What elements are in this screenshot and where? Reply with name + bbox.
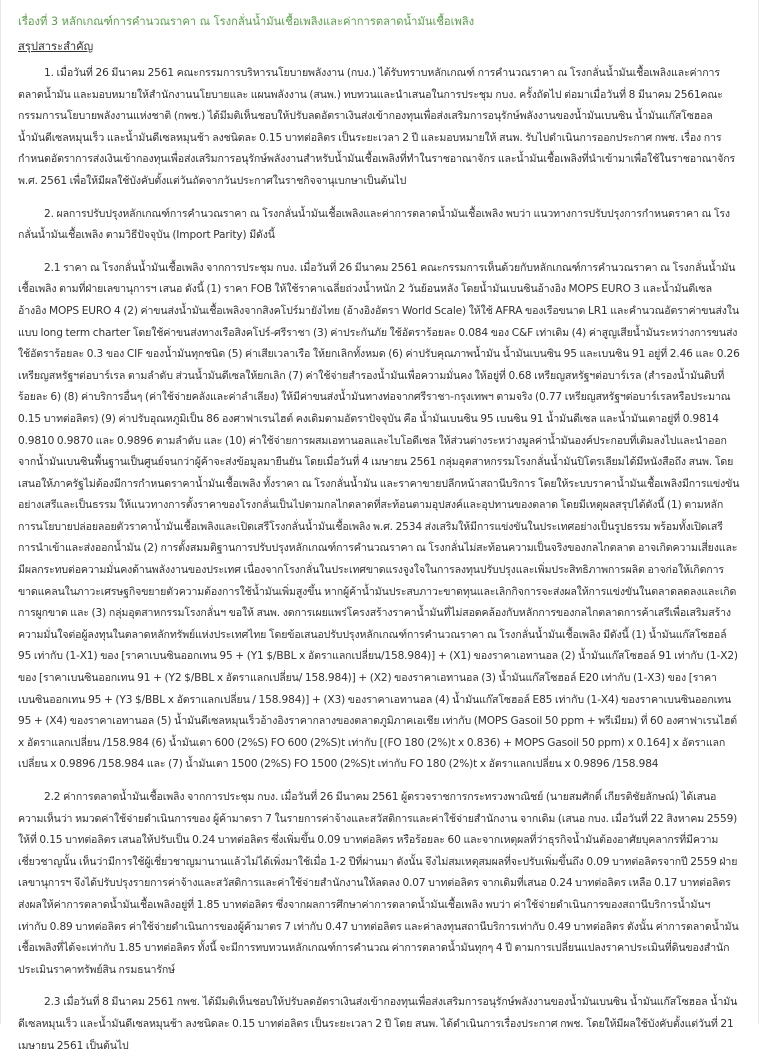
paragraph-2-1-refinery-price: 2.1 ราคา ณ โรงกลั่นน้ำมันเชื้อเพลิง จากการประชุม กบง. เมื่อวันที่ 26 มีนาคม 2561 คณะกรรมการเห็นด้วยกับหลักเกณฑ์การคำนวณราคา ณ โรงกลั่นน้ำมันเชื้อเพลิง ตามที่ฝ่ายเลขานุการฯ เสนอ ดังนี้ (1) ราคา FOB ให้ใช้ราคาเฉลี่ยถ่วงน้ำหนัก 2 วันย้อนหลัง โดยน้ำมันเบนซินอ้างอิง MOPS EURO 3 และน้ำมันดีเซลอ้างอิง MOPS EURO 4 (2) ค่าขนส่งน้ำมันเชื้อเพลิงจากสิงคโปร์มายังไทย (อ้างอิงอัตรา World Scale) ให้ใช้ AFRA ของเรือขนาด LR1 และคำนวณอัตราค่าขนส่งในแบบ long term charter โดยใช้ค่าขนส่งทางเรือสิงคโปร์-ศรีราชา (3) ค่าประกันภัย ใช้อัตราร้อยละ 0.084 ของ C&F เท่าเดิม (4) ค่าสูญเสียน้ำมันระหว่างการขนส่ง ใช้อัตราร้อยละ 0.3 ของ CIF ของน้ำมันทุกชนิด (5) ค่าเสียเวลาเรือ ให้ยกเลิกทั้งหมด (6) ค่าปรับคุณภาพน้ำมัน น้ำมันเบนซิน 95 และเบนซิน 91 อยู่ที่ 2.46 และ 0.26 เหรียญสหรัฐฯต่อบาร์เรล ตามลำดับ ส่วนน้ำมันดีเซลให้ยกเลิก (7) ค่าใช้จ่ายสำรองน้ำมันเพื่อความมั่นคง ให้อยู่ที่ 0.68 เหรียญสหรัฐฯต่อบาร์เรล (สำรองน้ำมันดิบที่ร้อยละ 6) (8) ค่าบริการอื่นๆ (ค่าใช้จ่ายคลังและค่าลำเลียง) ให้มีค่าขนส่งน้ำมันทางท่อจากศรีราชา-กรุงเทพฯ ตามจริง (0.77 เหรียญสหรัฐฯต่อบาร์เรลหรือประมาณ 0.15 บาทต่อลิตร) (9) ค่าปรับอุณหภูมิเป็น 86 องศาฟาเรนไฮต์ คงเดิมตามอัตราปัจจุบัน คือ น้ำมันเบนซิน 95 เบนซิน 91 น้ำมันดีเซล และน้ำมันเตาอยู่ที่ 0.9814 0.9810 0.9870 และ 0.9896 ตามลำดับ และ (10) ค่าใช้จ่ายการผสมเอทานอลและไบโอดีเซล ให้ส่วนต่างระหว่างมูลค่าน้ำมันองค์ประกอบที่เติมลงไปและนำออกจากน้ำมันเบนซินพื้นฐานเป็นศูนย์จนกว่าผู้ค้าจะส่งข้อมูลมายืนยัน โดยเมื่อวันที่ 4 เมษายน 2561 กลุ่มอุตสาหกรรมโรงกลั่นน้ำมันปิโตรเลียมได้มีหนังสือถึง สนพ. โดยเสนอให้ภาครัฐไม่ต้องมีการกำหนดราคาน้ำมันเชื้อเพลิง ทั้งราคา ณ โรงกลั่นน้ำมัน และราคาขายปลีกหน้าสถานีบริการ โดยให้ระบบราคาน้ำมันเชื้อเพลิงมีการแข่งขันอย่างเสรีและเป็นธรรม ให้แนวทางการตั้งราคาของโรงกลั่นเป็นไปตามกลไกตลาดที่สะท้อนตามอุปสงค์และอุปทานของตลาด โดยมีเหตุผลสรุปได้ดังนี้ (1) ตามหลักการนโยบายปล่อยลอยตัวราคาน้ำมันเชื้อเพลิงและเปิดเสรีโรงกลั่นน้ำมันเชื้อเพลิง พ.ศ. 2534 ส่งเสริมให้มีการแข่งขันในประเทศอย่างเป็นรูปธรรม พร้อมทั้งเปิดเสรีการนำเข้าและส่งออกน้ำมัน (2) การตั้งสมมติฐานการปรับปรุงหลักเกณฑ์การคำนวณราคา ณ โรงกลั่นไม่สะท้อนความเป็นจริงของกลไกตลาด อาจเกิดความเสี่ยงและมีผลกระทบต่อความมั่นคงด้านพลังงานของประเทศ เนื่องจากโรงกลั่นในประเทศขาดแรงจูงใจในการลงทุนปรับปรุงและเพิ่มประสิทธิภาพการผลิต อาจก่อให้เกิดการขาดแคลนในภาวะเศรษฐกิจขยายตัวความต้องการใช้น้ำมันเพิ่มสูงขึ้น หากผู้ค้าน้ำมันประสบภาวะขาดทุนและเลิกกิจการจะส่งผลให้การแข่งขันในตลาดลดลงและเกิดการผูกขาด และ (3) กลุ่มอุตสาหกรรมโรงกลั่นฯ ขอให้ สนพ. งดการเผยแพร่โครงสร้างราคาน้ำมันที่ไม่สอดคล้องกับหลักการของกลไกตลาดการค้าเสรีเพื่อเสริมสร้างความมั่นใจต่อผู้ลงทุนในตลาดหลักทรัพย์แห่งประเทศไทย โดยข้อเสนอปรับปรุงหลักเกณฑ์การคำนวณราคา ณ โรงกลั่นน้ำมันเชื้อเพลิง มีดังนี้ (1) น้ำมันแก๊สโซฮอล์ 95 เท่ากับ (1-X1) ของ [ราคาเบนซินออกเทน 95 + (Y1 $/BBL x อัตราแลกเปลี่ยน/158.984)] + (X1) ของราคาเอทานอล (2) น้ำมันแก๊สโซฮอล์ 91 เท่ากับ (1-X2) ของ [ราคาเบนซินออกเทน 91 + (Y2 $/BBL x อัตราแลกเปลี่ยน/ 158.984)] + (X2) ของราคาเอทานอล (3) น้ำมันแก๊สโซฮอล์ E20 เท่ากับ (1-X3) ของ [ราคาเบนซินออกเทน 95 + (Y3 $/BBL x อัตราแลกเปลี่ยน / 158.984)] + (X3) ของราคาเอทานอล (4) น้ำมันแก๊สโซฮอล์ E85 เท่ากับ (1-X4) ของราคาเบนซินออกเทน 95 + (X4) ของราคาเอทานอล (5) น้ำมันดีเซลหมุนเร็วอ้างอิงราคากลางของตลาดภูมิภาคเอเชีย เท่ากับ (MOPS Gasoil 50 ppm + พรีเมียม) ที่ 60 องศาฟาเรนไฮต์ x อัตราแลกเปลี่ยน /158.984 (6) น้ำมันเตา 600 (2%S) FO 600 (2%S)t เท่ากับ [(FO 180 (2%)t x 0.836) + MOPS Gasoil 50 ppm) x 0.164] x อัตราแลกเปลี่ยน x 0.9896 /158.984 และ (7) น้ำมันเตา 1500 (2%S) FO 1500 (2%S)t เท่ากับ FO 180 (2%)t x อัตราแลกเปลี่ยน x 0.9896 /158.984 bbox=[18, 261, 740, 771]
paragraph-1: 1. เมื่อวันที่ 26 มีนาคม 2561 คณะกรรมการบริหารนโยบายพลังงาน (กบง.) ได้รับทราบหลักเกณฑ์ การคำนวณราคา ณ โรงกลั่นน้ำมันเชื้อเพลิงและค่าการตลาดน้ำมัน และมอบหมายให้สำนักงานนโยบายและ แผนพลังงาน (สนพ.) ทบทวนและนำเสนอในการประชุม กบง. ครั้งถัดไป ต่อมาเมื่อวันที่ 8 มีนาคม 2561คณะกรรมการนโยบายพลังงานแห่งชาติ (กพช.) ได้มีมติเห็นชอบให้ปรับลดอัตราเงินส่งเข้ากองทุนเพื่อส่งเสริมการอนุรักษ์พลังงานของน้ำมันเบนซิน น้ำมันแก๊สโซฮอล น้ำมันดีเซลหมุนเร็ว และน้ำมันดีเซลหมุนช้า ลงชนิดละ 0.15 บาทต่อลิตร เป็นระยะเวลา 2 ปี และมอบหมายให้ สนพ. รับไปดำเนินการออกประกาศ กพช. เรื่อง การกำหนดอัตราการส่งเงินเข้ากองทุนเพื่อส่งเสริมการอนุรักษ์พลังงานสำหรับน้ำมันเชื้อเพลิงที่ทำในราชอาณาจักร และน้ำมันเชื้อเพลิงที่นำเข้ามาเพื่อใช้ในราชอาณาจักร พ.ศ. 2561 เพื่อให้มีผลใช้บังคับตั้งแต่วันถัดจากวันประกาศในราชกิจจานุเบกษาเป็นต้นไป bbox=[18, 67, 736, 187]
document-title: เรื่องที่ 3 หลักเกณฑ์การคำนวณราคา ณ โรงกลั่นน้ำมันเชื้อเพลิงและค่าการตลาดน้ำมันเชื้อเพลิง bbox=[18, 15, 475, 28]
paragraph-2: 2. ผลการปรับปรุงหลักเกณฑ์การคำนวณราคา ณ โรงกลั่นน้ำมันเชื้อเพลิงและค่าการตลาดน้ำมันเชื้อเพลิง พบว่า แนวทางการปรับปรุงการกำหนดราคา ณ โรงกลั่นน้ำมันเชื้อเพลิง ตามวิธีปัจจุบัน (Import Parity) มีดังนี้ bbox=[18, 207, 730, 242]
paragraph-2-2-marketing-margin: 2.2 ค่าการตลาดน้ำมันเชื้อเพลิง จากการประชุม กบง. เมื่อวันที่ 26 มีนาคม 2561 ผู้ตรวจราชการกระทรวงพาณิชย์ (นายสมศักดิ์ เกียรติชัยลักษณ์) ได้เสนอความเห็นว่า หมวดค่าใช้จ่ายดำเนินการของ ผู้ค้ามาตรา 7 ในรายการค่าจ้างและสวัสดิการและค่าใช้จ่ายสำนักงาน จากเดิม (เสนอ กบง. เมื่อวันที่ 22 สิงหาคม 2559) ให้ที่ 0.15 บาทต่อลิตร เสนอให้ปรับเป็น 0.24 บาทต่อลิตร ซึ่งเพิ่มขึ้น 0.09 บาทต่อลิตร หรือร้อยละ 60 และจากเหตุผลที่ว่าธุรกิจน้ำมันต้องอาศัยบุคลากรที่มีความเชี่ยวชาญนั้น เห็นว่ามีการใช้ผู้เชี่ยวชาญมานานแล้วไม่ได้เพิ่งมาใช้เมื่อ 1-2 ปีที่ผ่านมา ดังนั้น จึงไม่สมเหตุสมผลที่จะปรับเพิ่มขึ้นถึง 0.09 บาทต่อลิตรจากปี 2559 ฝ่ายเลขานุการฯ จึงได้ปรับปรุงรายการค่าจ้างและสวัสดิการและค่าใช้จ่ายสำนักงานให้ลดลง 0.07 บาทต่อลิตร จากเดิมที่เสนอ 0.24 บาทต่อลิตร เหลือ 0.17 บาทต่อลิตร ส่งผลให้ค่าการตลาดน้ำมันเชื้อเพลิงอยู่ที่ 1.85 บาทต่อลิตร ซึ่งจากผลการศึกษาค่าการตลาดน้ำมันเชื้อเพลิง พบว่า ค่าใช้จ่ายดำเนินการของสถานีบริการน้ำมันฯ เท่ากับ 0.89 บาทต่อลิตร ค่าใช้จ่ายดำเนินการของผู้ค้ามาตร 7 เท่ากับ 0.47 บาทต่อลิตร และค่าลงทุนสถานีบริการเท่ากับ 0.49 บาทต่อลิตร ดังนั้น ค่าการตลาดน้ำมันเชื้อเพลิงที่ได้จะเท่ากับ 1.85 บาทต่อลิตร ทั้งนี้ จะมีการทบทวนหลักเกณฑ์การคำนวณ ค่าการตลาดน้ำมันทุกๆ 4 ปี ตามการเปลี่ยนแปลงราคาประเมินที่ดินของสำนักประเมินราคาทรัพย์สิน กรมธนารักษ์ bbox=[18, 791, 739, 976]
summary-heading: สรุปสาระสำคัญ bbox=[18, 40, 94, 53]
paragraph-2-3-fund-rate: 2.3 เมื่อวันที่ 8 มีนาคม 2561 กพช. ได้มีมติเห็นชอบให้ปรับลดอัตราเงินส่งเข้ากองทุนเพื่อส่งเสริมการอนุรักษ์พลังงานของน้ำมันเบนซิน น้ำมันแก๊สโซฮอล น้ำมันดีเซลหมุนเร็ว และน้ำมันดีเซลหมุนช้า ลงชนิดละ 0.15 บาทต่อลิตร เป็นระยะเวลา 2 ปี โดย สนพ. ได้ดำเนินการเรื่องประกาศ กพช. โดยให้มีผลใช้บังคับตั้งแต่วันที่ 21 เมษายน 2561 เป็นต้นไป bbox=[18, 996, 738, 1052]
